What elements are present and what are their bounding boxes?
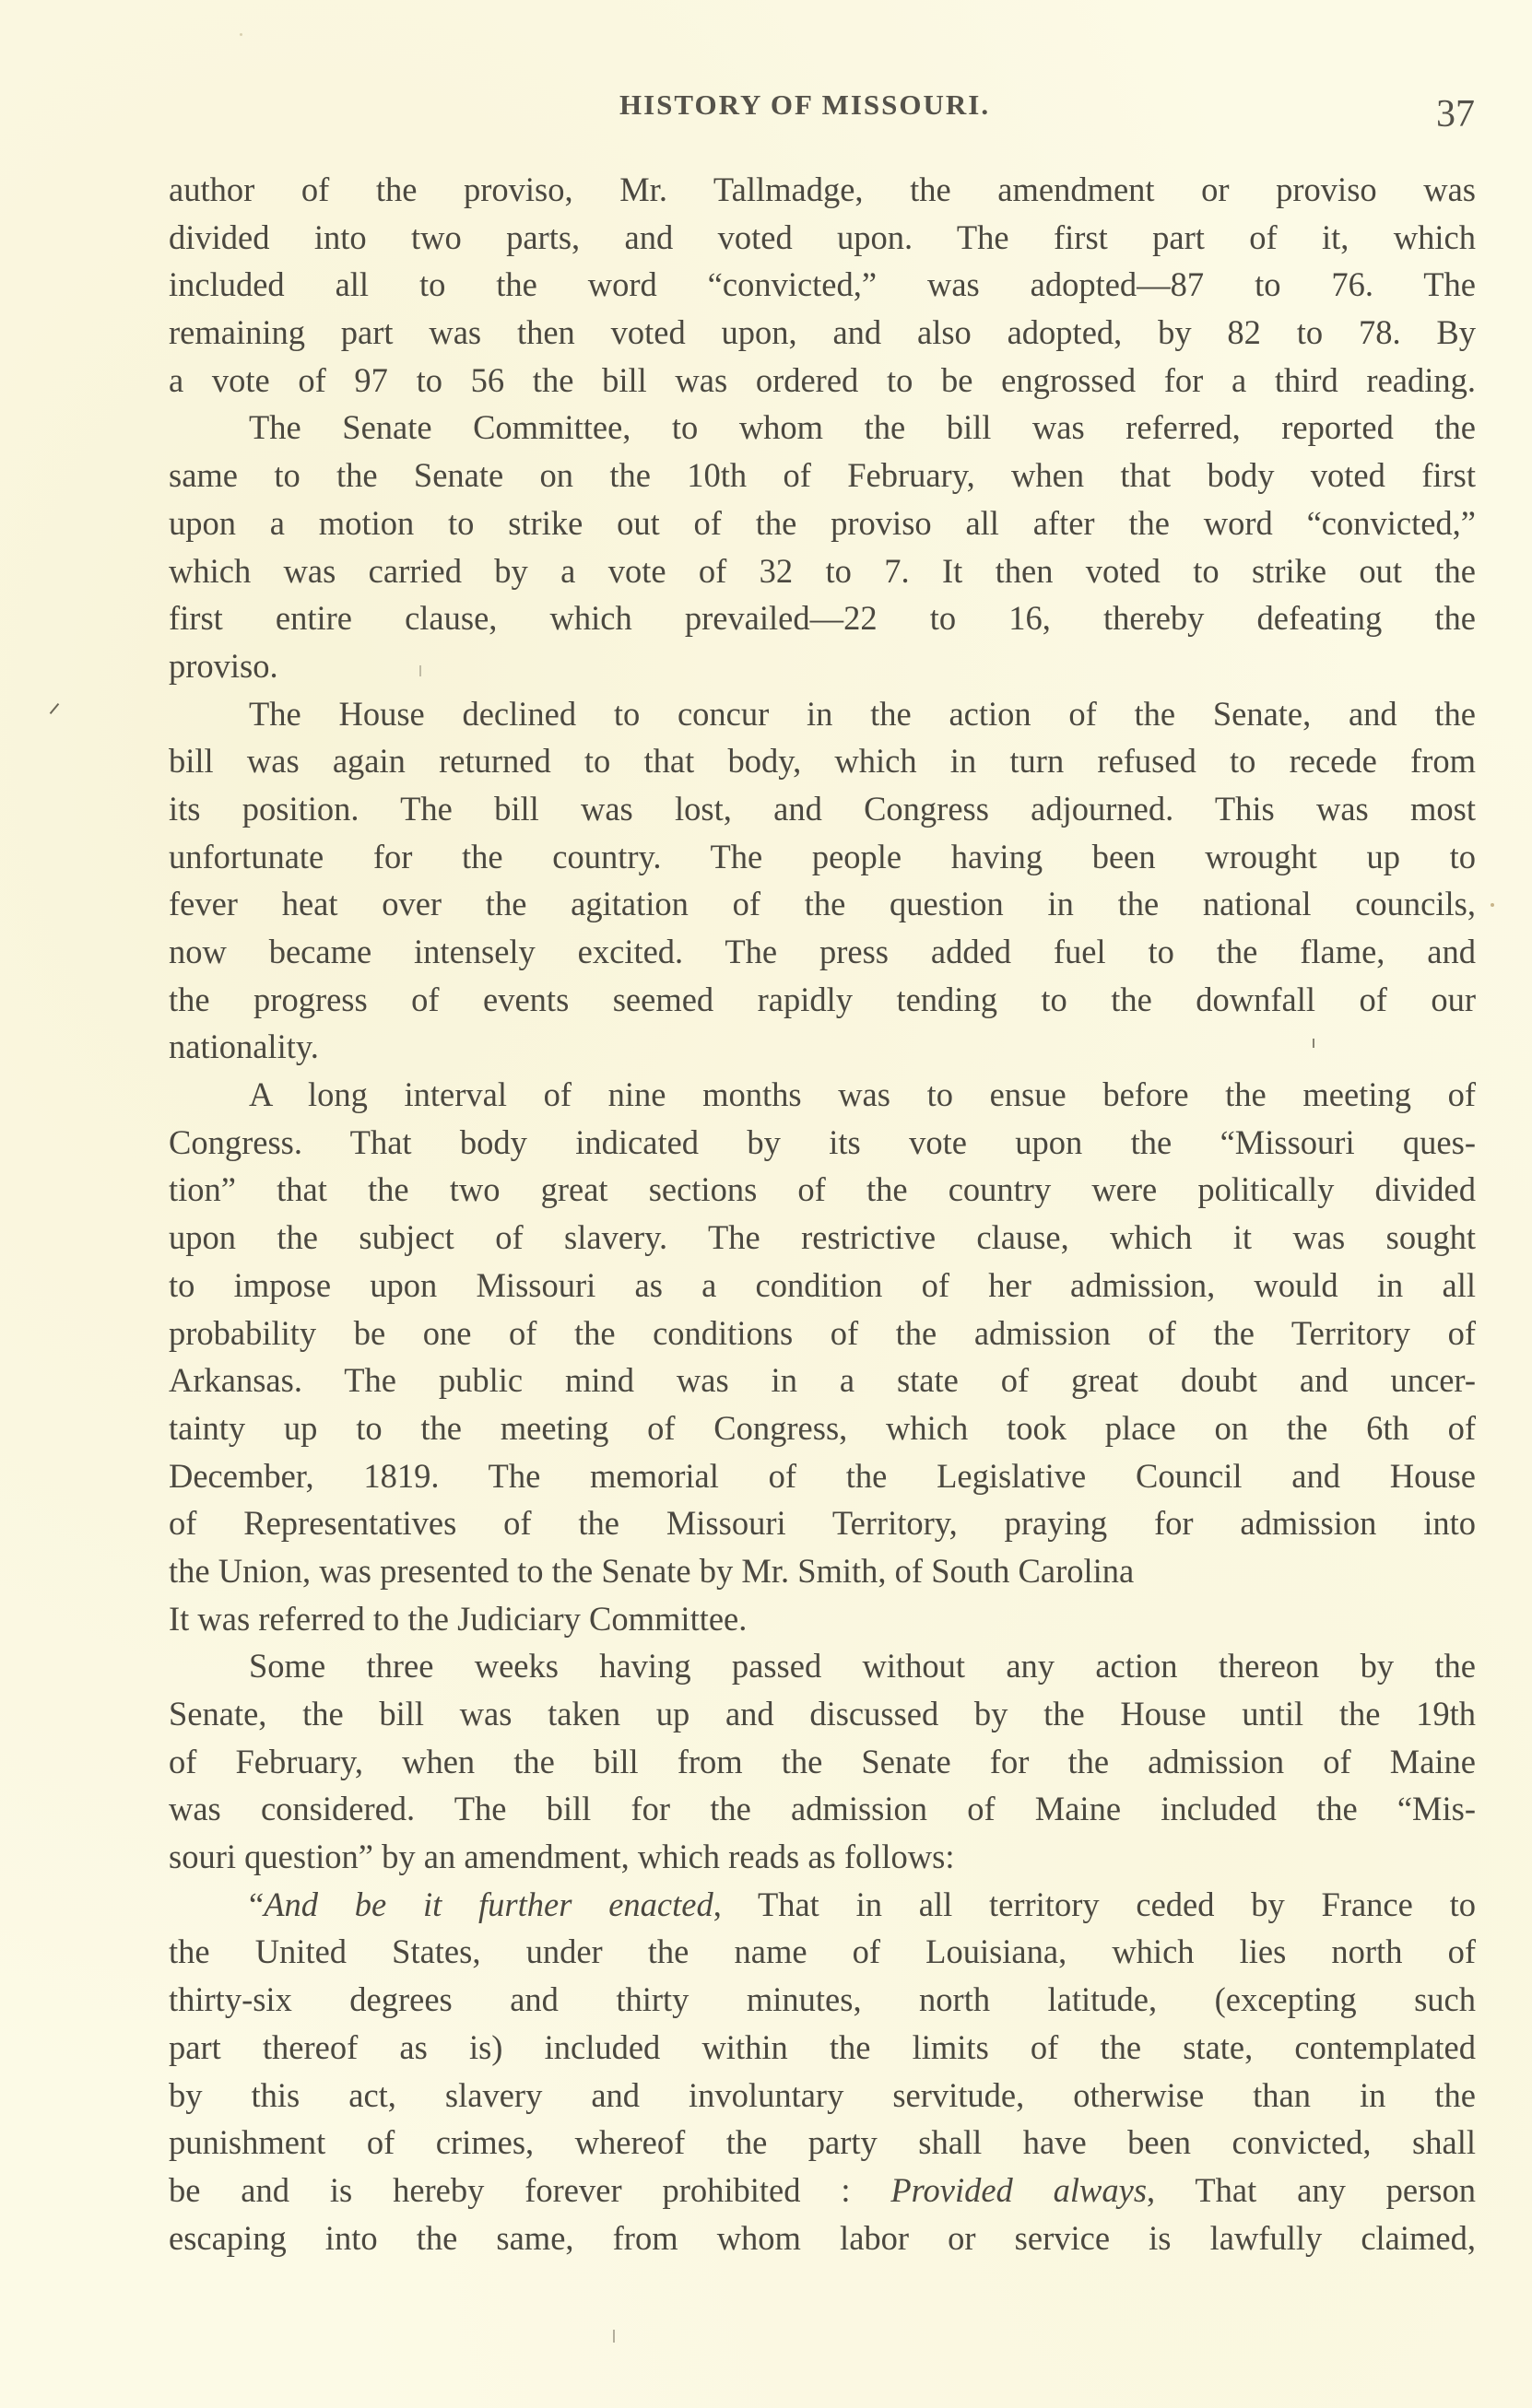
text-line: same to the Senate on the 10th of February, when that body voted first [169,456,1476,495]
text-line: tion” that the two great sections of the country were politically divided [169,1170,1476,1209]
open-quote: “ [249,1885,265,1923]
paragraph-2 [169,404,1476,689]
text-line [169,2167,1476,2214]
text-line: which was carried by a vote of 32 to 7. It then voted to strike out the [169,551,1476,590]
text-line: divided into two parts, and voted upon. The first part of it, which [169,217,1476,256]
text-line: It was referred to the Judiciary Committee. [169,1599,748,1638]
text-line: to impose upon Missouri as a condition of her admission, would in all [169,1265,1476,1304]
text-line: bill was again returned to that body, which in turn refused to recede from [169,742,1476,781]
paragraph-3 [169,690,1476,1072]
quoted-amendment [169,1881,1476,2262]
margin-mark [50,703,60,714]
text-line: part thereof as is) included within the limits of the state, contemplated [169,2027,1476,2066]
text-line: the progress of events seemed rapidly tending to the downfall of our [169,980,1476,1018]
text-line: Some three weeks having passed without any action thereon by the [249,1647,1476,1686]
paragraph-4 [169,1071,1476,1642]
text-line: the United States, under the name of Louisiana, which lies north of [169,1932,1476,1971]
text-span: , That any person [1147,2170,1476,2209]
paper-speck [1491,903,1494,907]
margin-mark [419,665,421,676]
text-line: escaping into the same, from whom labor or service is lawfully claimed, [169,2218,1476,2257]
text-line: remaining part was then voted upon, and also adopted, by 82 to 78. By [169,313,1476,352]
text-line: probability be one of the conditions of the admission of the Territory of [169,1313,1476,1352]
text-line: December, 1819. The memorial of the Legislative Council and House [169,1456,1476,1495]
text-line: tainty up to the meeting of Congress, which took place on the 6th of [169,1408,1476,1447]
text-line: included all to the word “convicted,” was adopted—87 to 76. The [169,265,1476,304]
text-line: upon the subject of slavery. The restrictive clause, which it was sought [169,1218,1476,1257]
text-span: , That in all territory ceded by France to [713,1885,1476,1923]
text-line: of February, when the bill from the Senate for the admission of Maine [169,1742,1476,1780]
text-line: was considered. The bill for the admission of Maine included the “Mis- [169,1790,1476,1828]
text-line: The Senate Committee, to whom the bill was referred, reported the [249,408,1476,447]
text-line: of Representatives of the Missouri Territory, praying for admission into [169,1504,1476,1543]
text-line: nationality. [169,1028,319,1066]
margin-mark [1313,1039,1314,1048]
text-line: author of the proviso, Mr. Tallmadge, the amendment or proviso was [169,170,1476,208]
body-text [169,166,1476,2261]
page-number: 37 [1436,93,1475,135]
text-line: thirty-six degrees and thirty minutes, north latitude, (excepting such [169,1980,1476,2019]
text-line: proviso. [169,646,278,685]
text-line [169,1881,1476,1929]
text-line: upon a motion to strike out of the proviso all after the word “convicted,” [169,503,1476,542]
text-line: The House declined to concur in the action of the Senate, and the [249,694,1476,733]
text-line: unfortunate for the country. The people having been wrought up to [169,837,1476,875]
text-line: its position. The bill was lost, and Congress adjourned. This was most [169,789,1476,828]
text-line: fever heat over the agitation of the question in the national councils, [169,885,1476,923]
text-line: a vote of 97 to 56 the bill was ordered to be engrossed for a third reading. [169,360,1476,399]
italic-proviso: Provided always [890,2170,1148,2209]
paragraph-5 [169,1642,1476,1880]
text-line: now became intensely excited. The press added fuel to the flame, and [169,933,1476,970]
text-line: Arkansas. The public mind was in a state of great doubt and uncer- [169,1361,1476,1400]
text-line: Senate, the bill was taken up and discussed by the House until the 19th [169,1695,1476,1733]
margin-mark [613,2330,615,2343]
paragraph-1 [169,166,1476,404]
text-line: by this act, slavery and involuntary servitude, otherwise than in the [169,2075,1476,2114]
text-span: be and is hereby forever prohibited : [169,2170,891,2209]
italic-enacting-clause: And be it further enacted [264,1885,713,1923]
text-line: punishment of crimes, whereof the party shall have been convicted, shall [169,2123,1476,2162]
running-head-title: HISTORY OF MISSOURI. [619,88,991,121]
text-line: the Union, was presented to the Senate by Mr. Smith, of South Carolina [169,1551,1135,1590]
text-line: Congress. That body indicated by its vote upon the “Missouri ques- [169,1122,1476,1161]
paper-speck [240,33,242,36]
text-line: souri question” by an amendment, which reads as follows: [169,1838,955,1876]
text-line: first entire clause, which prevailed—22 to 16, thereby defeating the [169,599,1476,638]
text-line: A long interval of nine months was to ensue before the meeting of [249,1075,1476,1114]
